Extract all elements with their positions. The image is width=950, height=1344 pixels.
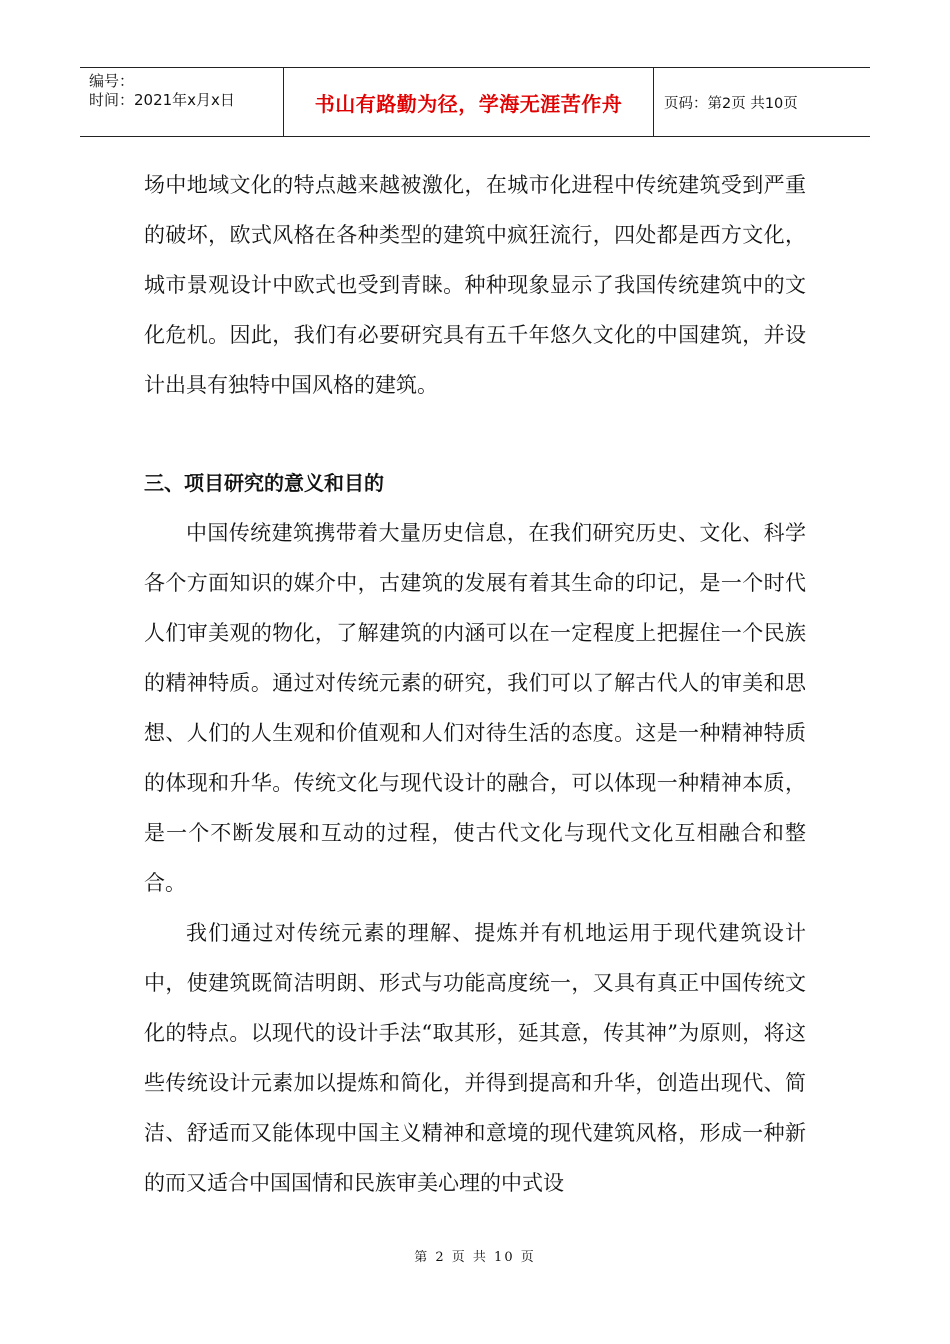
paragraph-3: 我们通过对传统元素的理解、提炼并有机地运用于现代建筑设计中，使建筑既简洁明朗、形式与功能高度统一，又具有真正中国传统文化的特点。以现代的设计手法“取其形，延其意，传其神”为原则，将这些传统设计元素加以提炼和简化，并得到提高和升华，创造出现代、简洁、舒适而又能体现中国主义精神和意境的现代建筑风格，形成一种新的而又适合中国国情和民族审美心理的中式设 xyxy=(144,921,806,1195)
paragraph-2: 中国传统建筑携带着大量历史信息，在我们研究历史、文化、科学各个方面知识的媒介中，古建筑的发展有着其生命的印记，是一个时代人们审美观的物化，了解建筑的内涵可以在一定程度上把握住一个民族的精神特质。通过对传统元素的研究，我们可以了解古代人的审美和思想、人们的人生观和价值观和人们对待生活的态度。这是一种精神特质的体现和升华。传统文化与现代设计的融合，可以体现一种精神本质，是一个不断发展和互动的过程，使古代文化与现代文化互相融合和整合。 xyxy=(144,521,806,895)
page-footer: 第 2 页 共 10 页 xyxy=(414,1250,536,1265)
section-title: 三、项目研究的意义和目的 xyxy=(144,471,384,495)
paragraph-1: 场中地域文化的特点越来越被激化，在城市化进程中传统建筑受到严重的破坏，欧式风格在各种类型的建筑中疯狂流行，四处都是西方文化，城市景观设计中欧式也受到青睐。种种现象显示了我国传统建筑中的文化危机。因此，我们有必要研究具有五千年悠久文化的中国建筑，并设计出具有独特中国风格的建筑。 xyxy=(144,173,806,397)
document-body xyxy=(144,160,806,1208)
date-label: 时间：2021年x月x日 xyxy=(89,91,235,109)
header-page-info: 页码：第2页 共10页 xyxy=(664,95,798,112)
page-header xyxy=(80,67,870,137)
number-label: 编号： xyxy=(89,72,135,90)
header-motto: 书山有路勤为径，学海无涯苦作舟 xyxy=(283,68,654,136)
header-meta xyxy=(80,68,283,136)
